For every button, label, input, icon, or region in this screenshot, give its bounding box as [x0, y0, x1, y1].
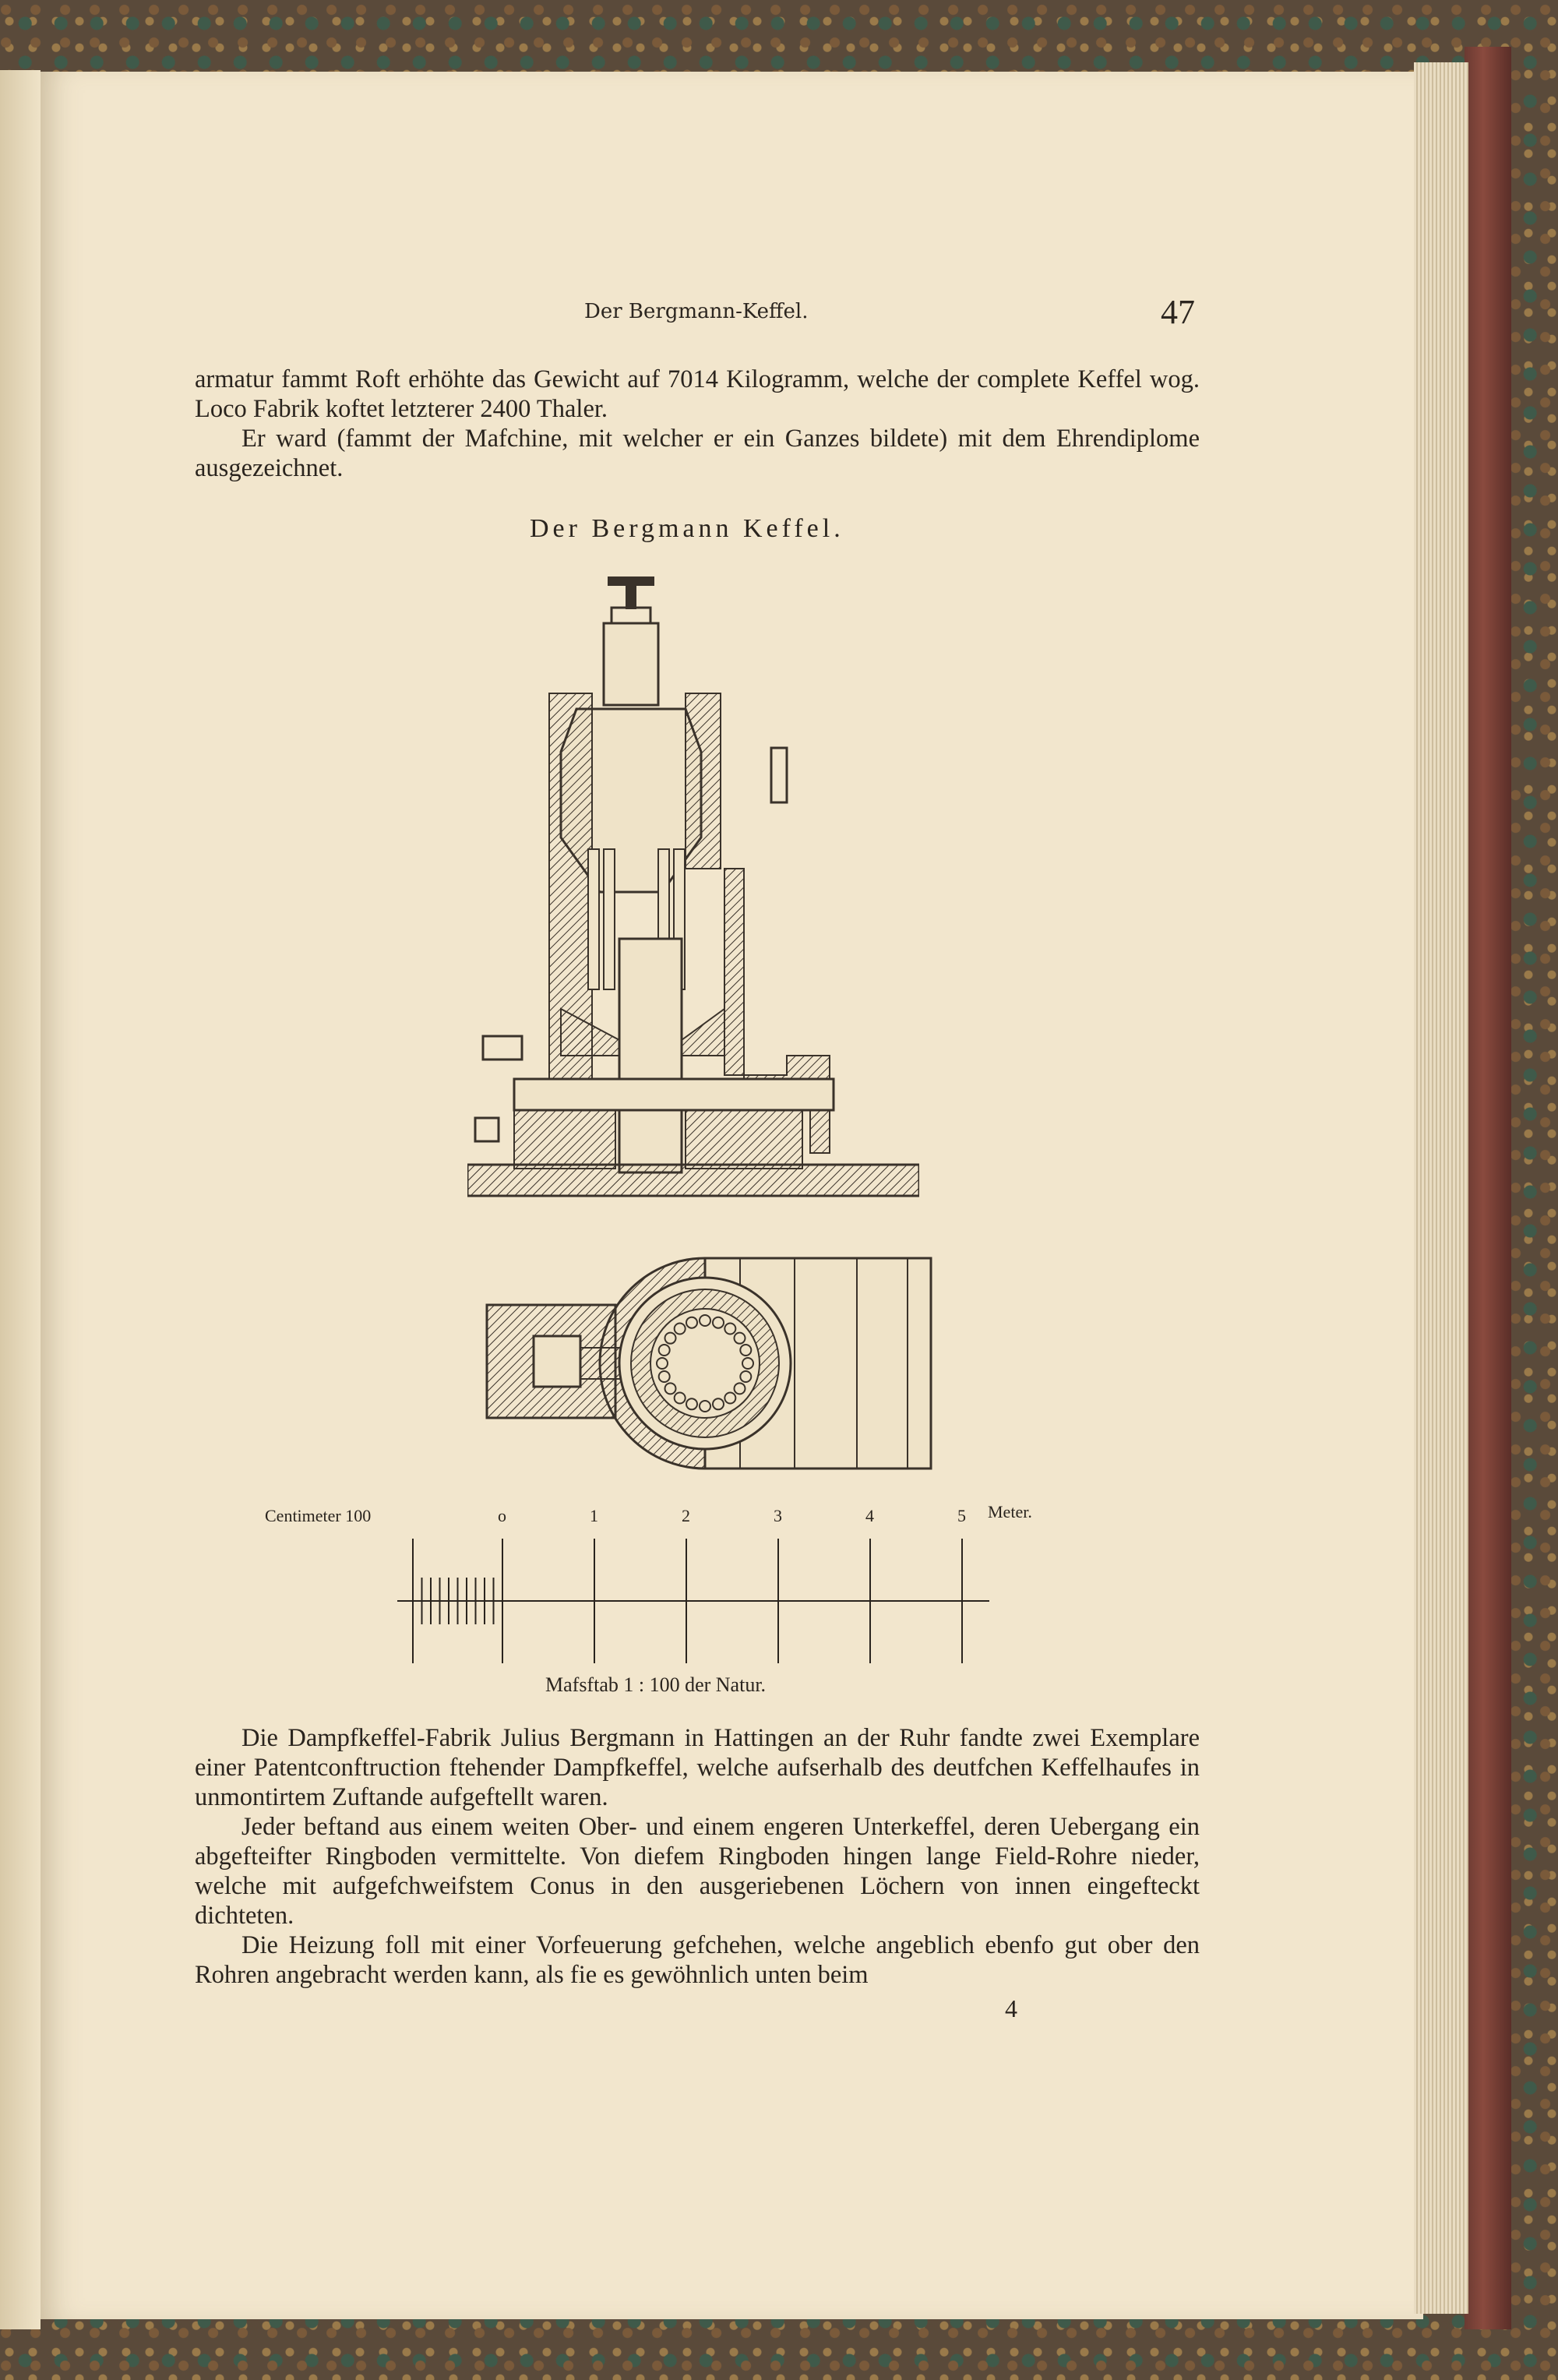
book-cover-edge — [1465, 47, 1511, 2329]
scale-unit: Meter. — [988, 1502, 1032, 1521]
page-stack-edge — [1414, 62, 1468, 2314]
page-number: 47 — [1161, 293, 1195, 331]
facing-page-edge — [0, 70, 41, 2329]
scale-tick-label: 1 — [590, 1506, 598, 1525]
scale-tick-label: 2 — [682, 1506, 690, 1525]
running-title: Der Bergmann-Keffel. — [584, 300, 809, 323]
scale-tick-label: 3 — [774, 1506, 782, 1525]
signature-mark: 4 — [1005, 1994, 1017, 2022]
scale-tick-label: 5 — [957, 1506, 966, 1525]
boiler-section-drawing — [467, 573, 919, 1219]
figure-caption: Mafsftab 1 : 100 der Natur. — [545, 1673, 767, 1696]
body-text — [195, 1723, 1200, 1990]
body-paragraph-2: Jeder beftand aus einem weiten Ober- und einem engeren Unterkeffel, deren Uebergang ein abgefteifter Ringboden vermittelte. Von diefem Ringboden hingen lange Field-Rohre nieder, welche mit aufgefchweifstem Conus in den ausgeriebenen Löchern von innen eingefteckt dichteten. — [195, 1813, 1200, 1930]
body-paragraph-1: Die Dampfkeffel-Fabrik Julius Bergmann in Hattingen an der Ruhr fandte zwei Exemplare einer Patentconftruction ftehender Dampfkeffel, welche aufserhalb des deutfchen Keffelhaufes in unmontirtem Zuftande aufgeftellt waren. — [195, 1724, 1200, 1811]
scale-tick-label: 4 — [865, 1506, 874, 1525]
intro-paragraph-2: Er ward (fammt der Mafchine, mit welcher er ein Ganzes bildete) mit dem Ehrendiplome ausgezeichnet. — [195, 425, 1200, 482]
body-paragraph-3: Die Heizung foll mit einer Vorfeuerung gefchehen, welche angeblich ebenfo gut ober den Rohren angebracht werden kann, als fie es gewöhnlich unten beim — [195, 1931, 1200, 1989]
scale-left-label: Centimeter 100 — [265, 1506, 372, 1525]
figure-title: Der Bergmann Keffel. — [530, 514, 844, 543]
boiler-plan-drawing — [483, 1254, 935, 1488]
intro-text — [195, 365, 1200, 483]
scale-tick-label: o — [498, 1506, 506, 1525]
intro-paragraph-1: armatur fammt Roft erhöhte das Gewicht auf 7014 Kilogramm, welche der complete Keffel wog. Loco Fabrik koftet letzterer 2400 Thaler. — [195, 365, 1200, 423]
scale-bar — [390, 1527, 997, 1675]
